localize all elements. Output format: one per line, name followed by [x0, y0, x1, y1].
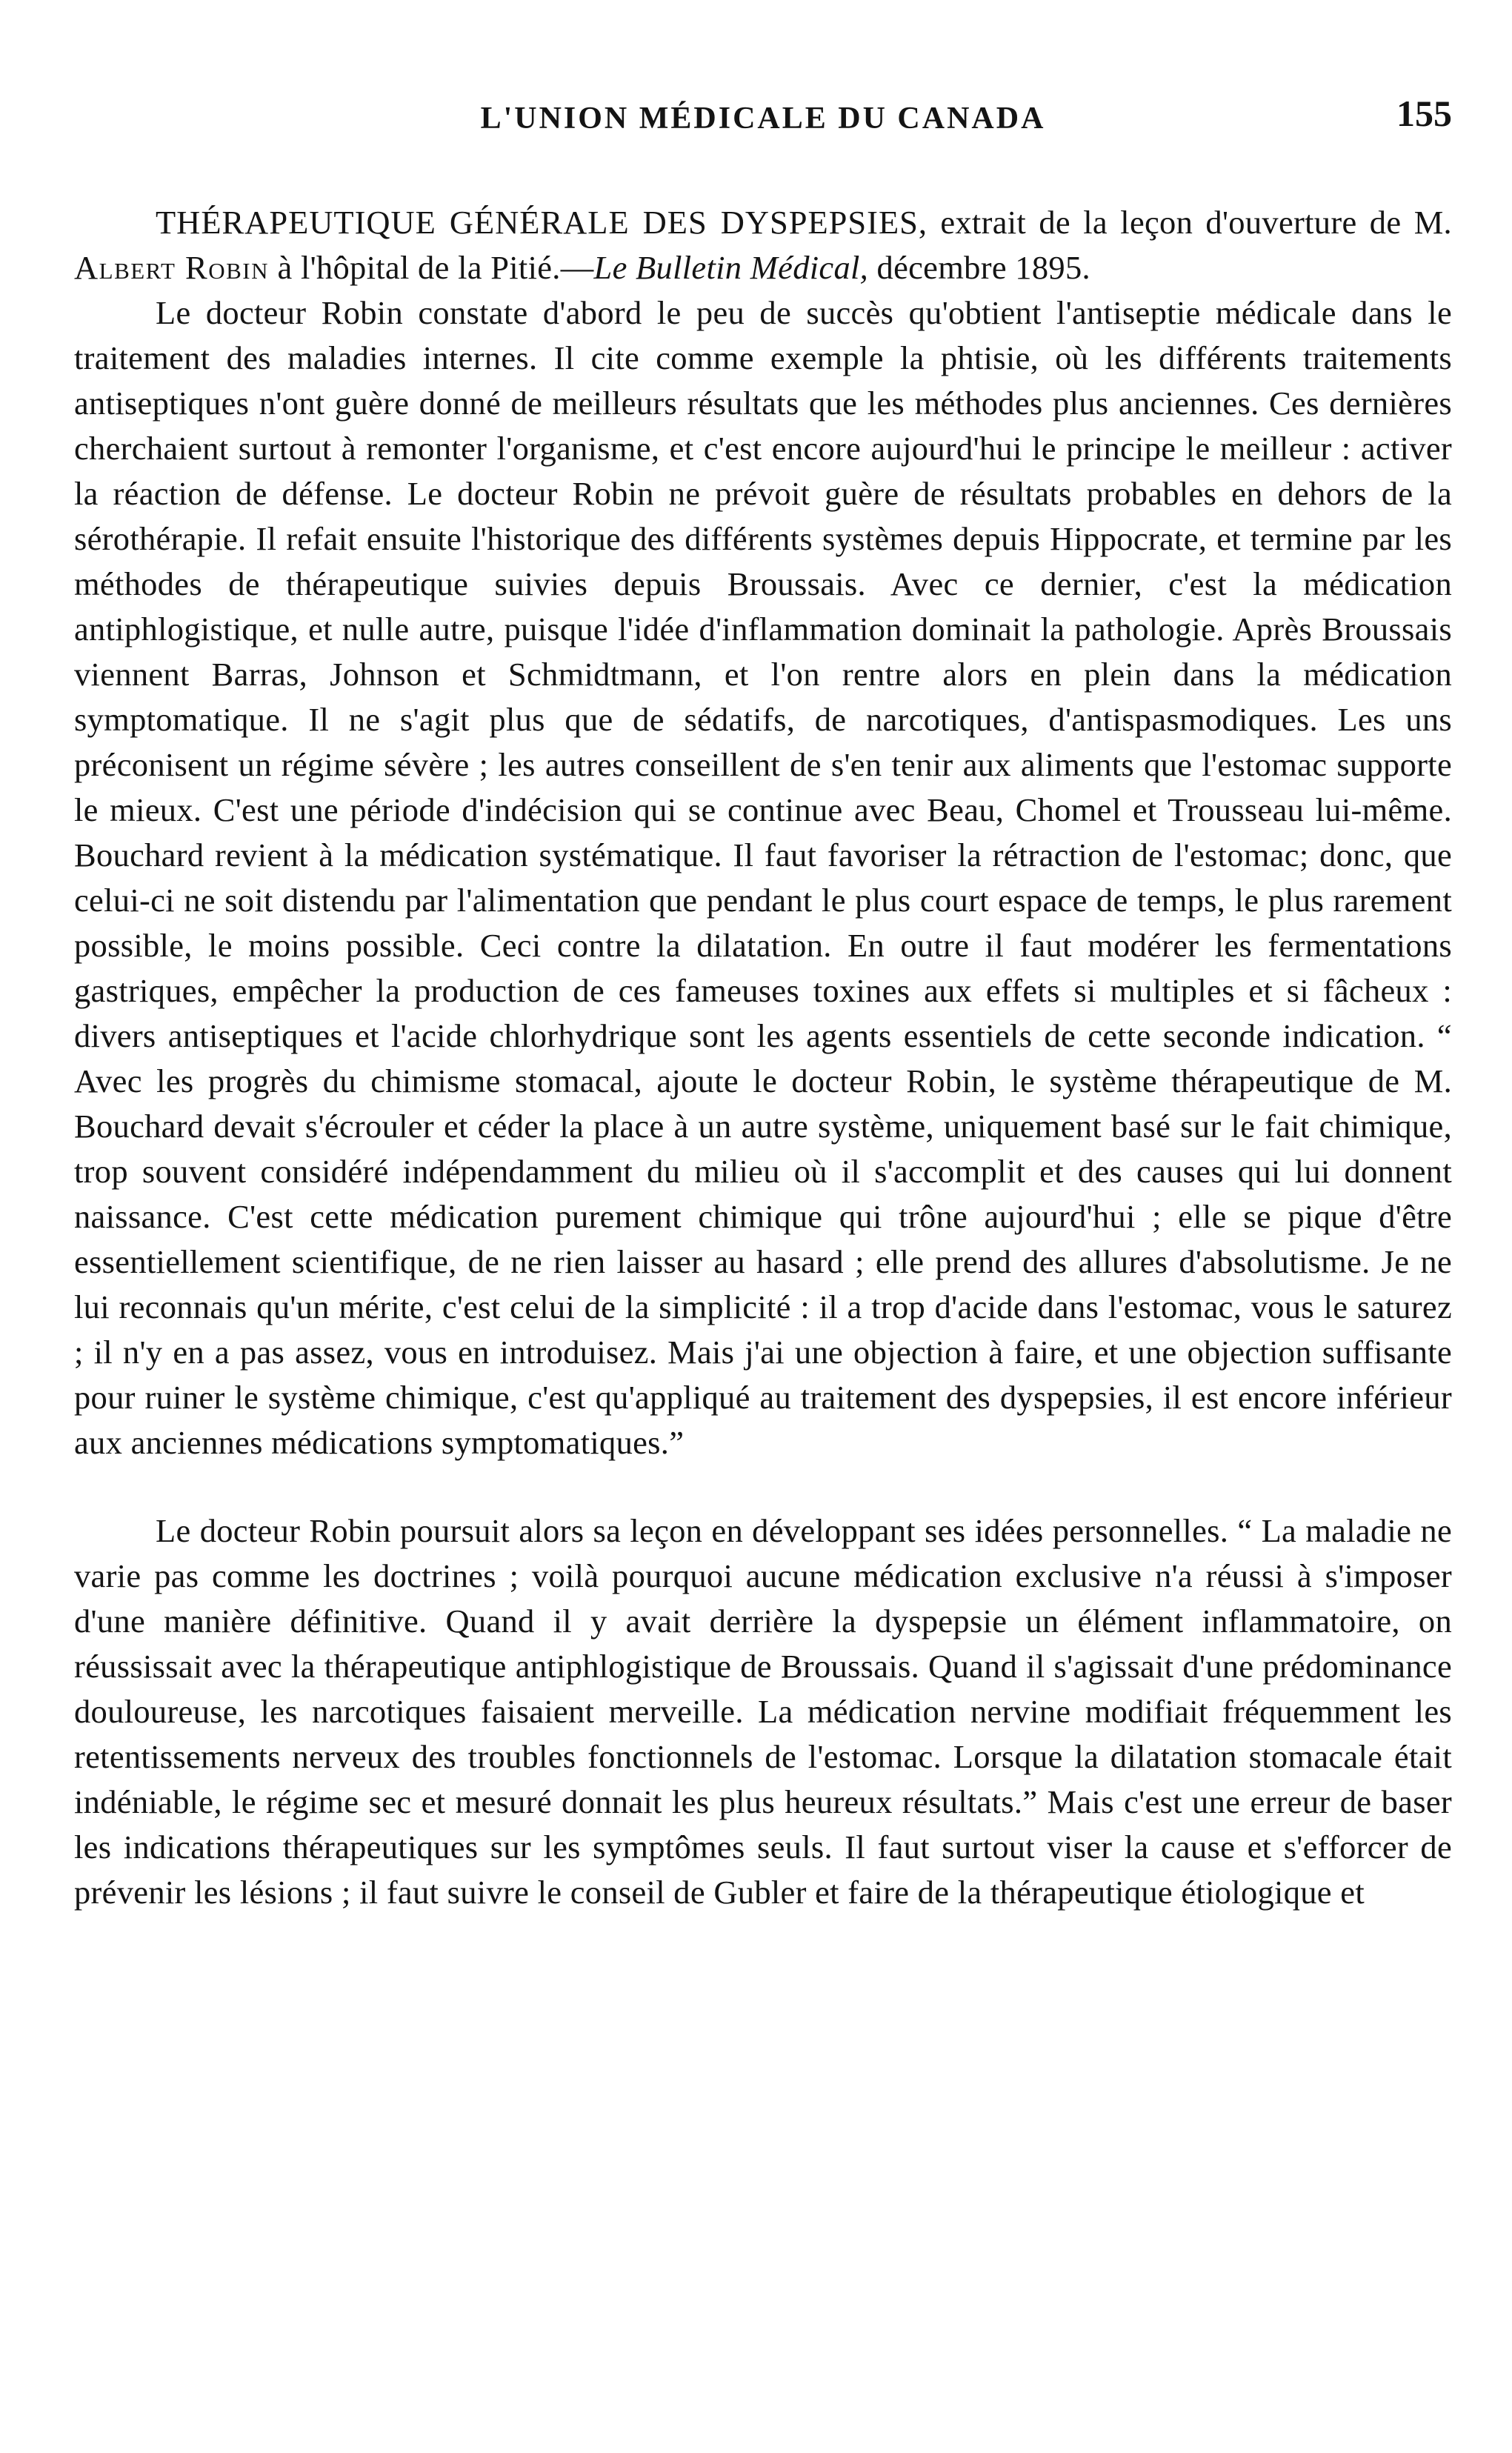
article-location: à l'hôpital de la Pitié.—: [277, 249, 594, 286]
article-paragraph-1: Le docteur Robin constate d'abord le peu de succès qu'obtient l'antiseptie médicale dans le traitement des maladies internes. Il cite comme exemple la phtisie, où les différents traitements antiseptiques n'ont guère donné de meilleurs résultats que les méthodes plus anciennes. Ces dernières cherchaient surtout à remonter l'organisme, et c'est encore aujourd'hui le principe le meilleur : activer la réaction de défense. Le docteur Robin ne prévoit guère de résultats probables en dehors de la sérothérapie. Il refait ensuite l'historique des différents systèmes depuis Hippocrate, et termine par les méthodes de thérapeutique suivies depuis Broussais. Avec ce dernier, c'est la médication antiphlogistique, et nulle autre, puisque l'idée d'inflammation dominait la pathologie. Après Broussais viennent Barras, Johnson et Schmidtmann, et l'on rentre alors en plein dans la médication symptomatique. Il ne s'agit plus que de sédatifs, de narcotiques, d'antispasmodiques. Les uns préconisent un régime sévère ; les autres conseillent de s'en tenir aux aliments que l'estomac supporte le mieux. C'est une période d'indécision qui se continue avec Beau, Chomel et Trousseau lui-même. Bouchard revient à la médication systématique. Il faut favoriser la rétraction de l'estomac; donc, que celui-ci ne soit distendu par l'alimentation que pendant le plus court espace de temps, le plus rarement possible, le moins possible. Ceci contre la dilatation. En outre il faut modérer les fermentations gastriques, empêcher la production de ces fameuses toxines aux effets si multiples et si fâcheux : divers antiseptiques et l'acide chlorhydrique sont les agents essentiels de cette seconde indication. “ Avec les progrès du chimisme stomacal, ajoute le docteur Robin, le système thérapeutique de M. Bouchard devait s'écrouler et céder la place à un autre système, uniquement basé sur le fait chimique, trop souvent considéré indépendamment du milieu où il s'accomplit et des causes qui lui donnent naissance. C'est cette médication purement chimique qui trône aujourd'hui ; elle se pique d'être essentiellement scientifique, de ne rien laisser au hasard ; elle prend des allures d'absolutisme. Je ne lui reconnais qu'un mérite, c'est celui de la simplicité : il a trop d'acide dans l'estomac, vous le saturez ; il n'y en a pas assez, vous en introduisez. Mais j'ai une objection à faire, et une objection suffisante pour ruiner le système chimique, c'est qu'appliqué au traitement des dyspepsies, il est encore inférieur aux anciennes médications symptomatiques.”: [74, 294, 1452, 1461]
article-date: décembre 1895.: [876, 249, 1090, 286]
article-author: Albert Robin: [74, 249, 270, 286]
article-heading: [74, 200, 1452, 290]
article-paragraph-2: Le docteur Robin poursuit alors sa leçon en développant ses idées personnelles. “ La maladie ne varie pas comme les doctrines ; voilà pourquoi aucune médication exclusive n'a réussi à s'imposer d'une manière définitive. Quand il y avait derrière la dyspepsie un élément inflammatoire, on réussissait avec la thérapeutique antiphlogistique de Broussais. Quand il s'agissait d'une prédominance douloureuse, les narcotiques faisaient merveille. La médication nervine modifiait fréquemment les retentissements nerveux des troubles fonctionnels de l'estomac. Lorsque la dilatation stomacale était indéniable, le régime sec et mesuré donnait les plus heureux résultats.” Mais c'est une erreur de baser les indications thérapeutiques sur les symptômes seuls. Il faut surtout viser la cause et s'efforcer de prévenir les lésions ; il faut suivre le conseil de Gubler et faire de la thérapeutique étiologique et: [74, 1512, 1452, 1911]
journal-title: L'UNION MÉDICALE DU CANADA: [480, 101, 1046, 136]
article-title: THÉRAPEUTIQUE GÉNÉRALE DES DYSPEPSIES,: [156, 204, 928, 241]
page: [74, 89, 1452, 1915]
running-head: [74, 89, 1452, 148]
article-source: Le Bulletin Médical,: [593, 249, 869, 286]
article-title-extract: extrait de la leçon d'ouverture de M.: [940, 204, 1452, 241]
article: [74, 200, 1452, 1915]
page-number: 155: [1396, 93, 1452, 134]
